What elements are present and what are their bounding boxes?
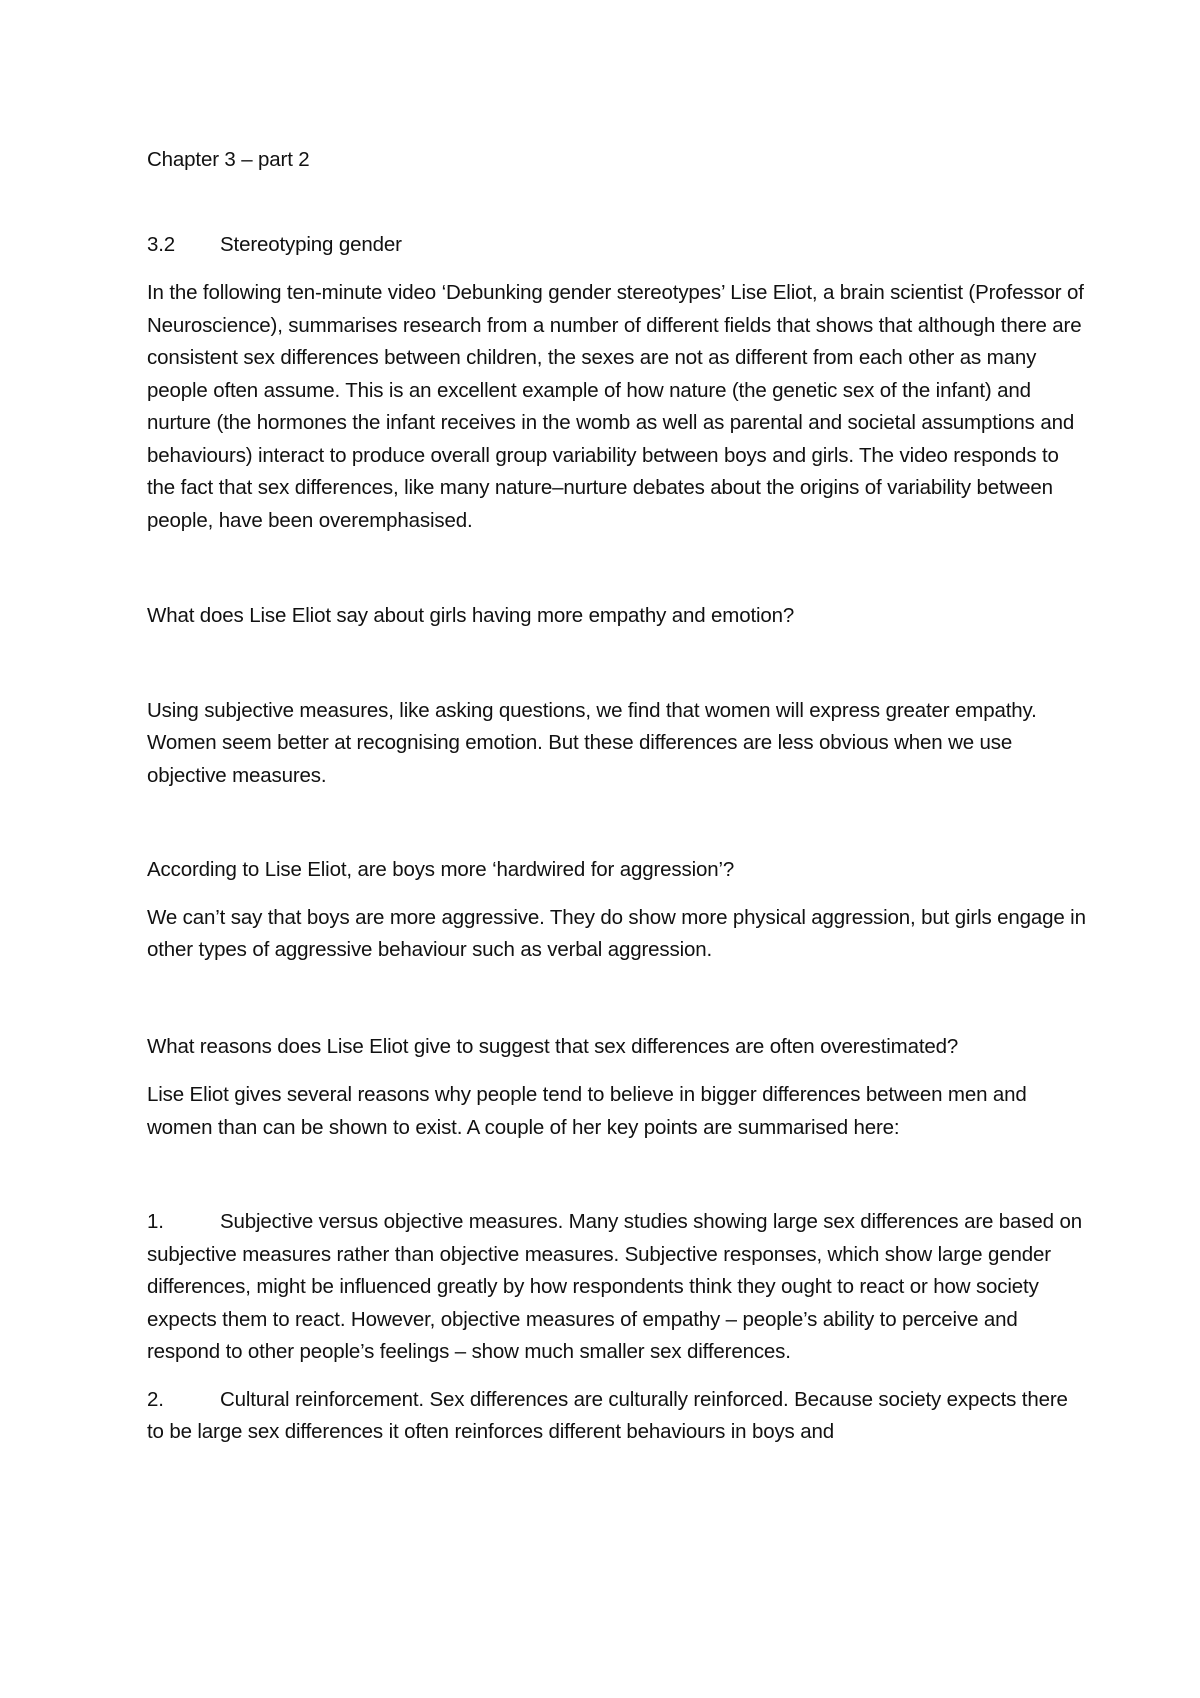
section-number: 3.2 <box>147 232 176 256</box>
question-1: What does Lise Eliot say about girls having more empathy and emotion? <box>147 604 795 627</box>
list-item-number: 2. <box>147 1387 164 1411</box>
section-heading <box>147 229 1087 262</box>
intro-paragraph: In the following ten-minute video ‘Debunking gender stereotypes’ Lise Eliot, a brain scientist (Professor of Neuroscience), summarises research from a number of different fields that shows that although there are consistent sex differences between children, the sexes are not as different from each other as many people often assume. This is an excellent example of how nature (the genetic sex of the infant) and nurture (the hormones the infant receives in the womb as well as parental and societal assumptions and behaviours) interact to produce overall group variability between boys and girls. The video responds to the fact that sex differences, like many nature–nurture debates about the origins of variability between people, have been overemphasised. <box>147 281 1084 532</box>
list-item-number: 1. <box>147 1210 164 1233</box>
question-2: According to Lise Eliot, are boys more ‘hardwired for aggression’? <box>147 858 735 881</box>
chapter-title: Chapter 3 – part 2 <box>147 148 310 171</box>
list-item-text: Cultural reinforcement. Sex differences are culturally reinforced. Because society expects there to be large sex differences it often reinforces different behaviours in boys and <box>147 1387 1068 1443</box>
list-item <box>147 1384 1087 1449</box>
answer-2: We can’t say that boys are more aggressive. They do show more physical aggression, but girls engage in other types of aggressive behaviour such as verbal aggression. <box>147 905 1086 961</box>
document-content <box>147 144 1087 1464</box>
question-3: What reasons does Lise Eliot give to suggest that sex differences are often overestimated? <box>147 1034 959 1058</box>
list-item <box>147 1206 1087 1369</box>
answer-3: Lise Eliot gives several reasons why people tend to believe in bigger differences between men and women than can be shown to exist. A couple of her key points are summarised here: <box>147 1083 1027 1139</box>
answer-1: Using subjective measures, like asking questions, we find that women will express greater empathy. Women seem better at recognising emotion. But these differences are less obvious when we use objective measures. <box>147 698 1037 787</box>
section-title: Stereotyping gender <box>220 232 402 256</box>
list-item-text: Subjective versus objective measures. Many studies showing large sex differences are based on subjective measures rather than objective measures. Subjective responses, which show large gender differences, might be influenced greatly by how respondents think they ought to react or how society expects them to react. However, objective measures of empathy – people’s ability to perceive and respond to other people’s feelings – show much smaller sex differences. <box>147 1210 1082 1363</box>
